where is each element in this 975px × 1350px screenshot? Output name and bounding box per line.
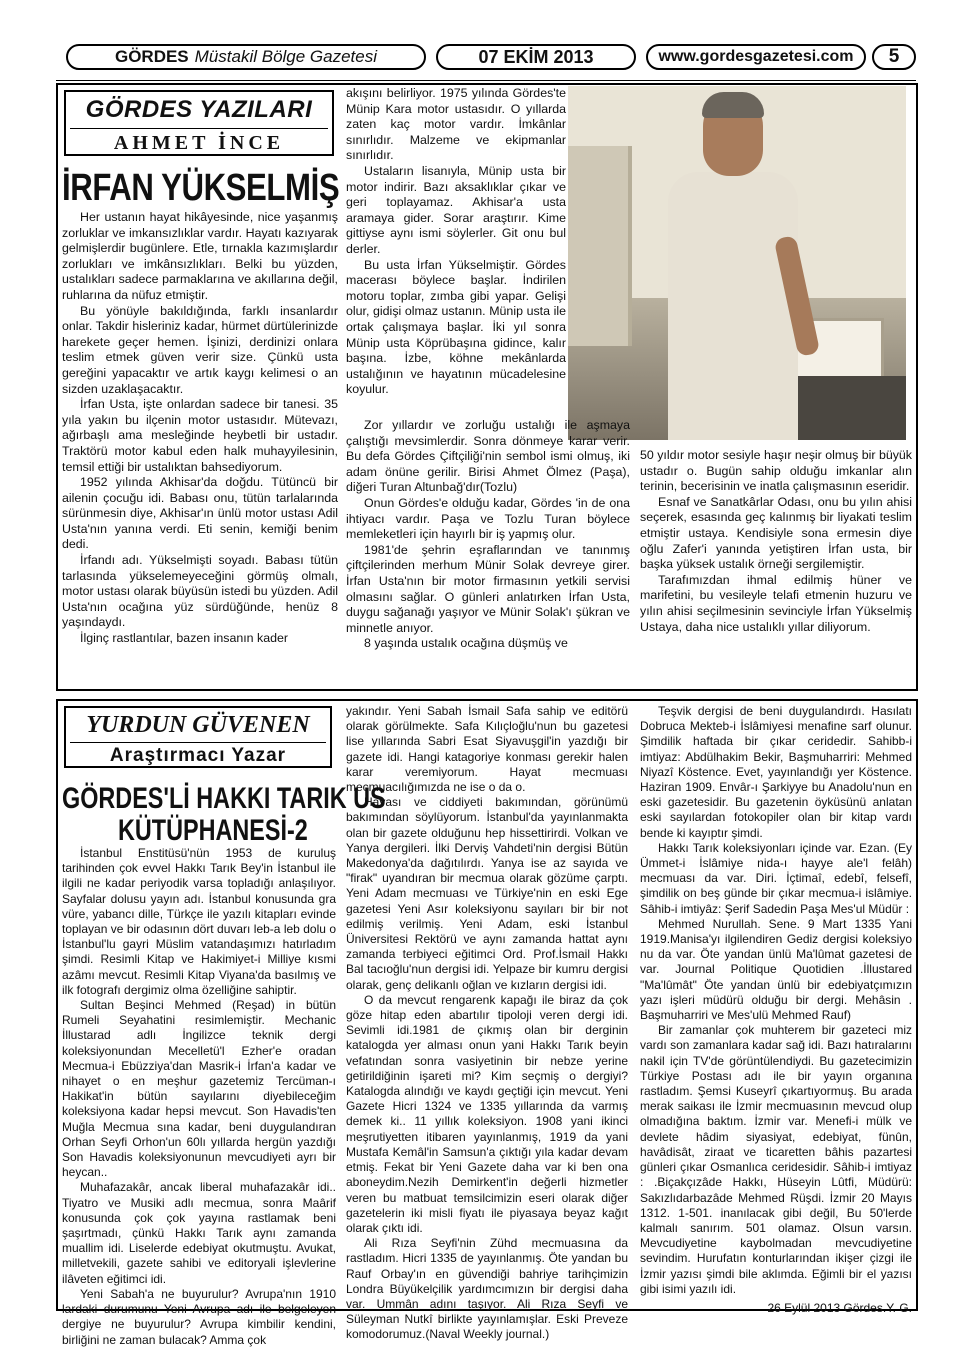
- photo-door: [568, 146, 632, 346]
- paragraph: Teşvik dergisi de beni duygulandırdı. Hasılatı Dobruca Mekteb-i İslâmiyesi menafine sarf olunur. Şimdilik haftada bir çıkar ceridedir. Sahibb-i imtiyaz: Abdülhakim Bekir, Başmuharriri: Mehmed Niyazî Köstence. Evet, yayınlandığı yer Köstence. Haziran 1909. Envâr-ı Şarkiyye bu Anadolu'nun en eski gazetesidir. Bu gazetenin öyküsünü anlatan eski sayılardan fotokopiler olan bir kitap vardı bende ki kayıptır şimdi.: [640, 704, 912, 840]
- paper-name: GÖRDES: [114, 47, 189, 66]
- website-link[interactable]: www.gordesgazetesi.com: [658, 48, 854, 65]
- page-number: 5: [888, 46, 900, 67]
- paragraph: 50 yıldır motor sesiyle haşır neşir olmuş bir büyük ustadır o. Bugün sahip olduğu imkanlar alın terinin, becerisinin ve inatla çalışmasının eseridir.: [640, 448, 913, 494]
- article2-col3: [640, 704, 912, 1316]
- paragraph: Yeni Sabah'a ne buyurulur? Avrupa'nın 1910 lardaki durumunu Yeni Avrupa adı ile belgeleyen dergiye ne buyurulur? Avrupa kimbilir kendini, birliğini ne zaman bulacak? Amma çok: [62, 1286, 336, 1347]
- article1-col2-bottom: [346, 418, 630, 652]
- paragraph: Muhafazakâr, ancak liberal muhafazakâr idi.. Tiyatro ve Musiki adlı mecmua, sonra Maârif konusunda çok çok yayına rastlamak beni şaşırtmadı, çünkü Hakkı Tarık aynı zamanda muallim idi. Liselerde edebiyat okutmuştu. Avukat, milletvekili, gazete sahibi ve editoryali işlevlerine ilâveten eğitimci idi.: [62, 1180, 336, 1286]
- article2-author-box: [64, 706, 332, 768]
- article2-col2: [346, 704, 628, 1343]
- usta-photo: [568, 86, 906, 440]
- article2-headline-line1: GÖRDES'Lİ HAKKI TARIK US: [62, 782, 386, 815]
- issue-date: 07 EKİM 2013: [478, 46, 594, 67]
- paragraph: Bu yönüyle bakıldığında, farklı insanlardır onlar. Takdir hisleriniz kadar, hürmet dürtülerinizde harekete geçer hemen. İşinizi, derdinizi onlara teslim etmek güven verir size. Çünkü usta gereğini yapacaktır ve artık kaygı kelimesi o an sizden uzaklaşacaktır.: [62, 303, 338, 396]
- paragraph: yakındır. Yeni Sabah İsmail Safa sahip ve editörü olarak görülmekte. Safa Kılıçloğlu'nun bu gazetesi lise yıllarında Sabri Esat Siyavuşgil'in yazdığı bir gazete idi. Hangi katagoriye konması gerekir halen karar veremiyorum. Hayat mecmuası mecmuacılığımızda ne ise o da o.: [346, 704, 628, 795]
- page-number-pill: [872, 44, 916, 70]
- paper-name-pill: [66, 44, 426, 70]
- paragraph: Her ustanın hayat hikâyesinde, nice yaşanmış zorluklar ve imkansızlıklar vardır. Hayatı kazıyarak gelmişlerdir bugünlere. Etle, tırnakla kazımışlardır zorlukları ve imkânsızlıkları. Belki bu yüzden, ustalıkları sadece parmaklarına ve akıllarına değil, ruhlarına da nüfuz etmiştir.: [62, 210, 338, 302]
- paragraph: Onun Gördes'e olduğu kadar, Gördes 'in de ona ihtiyacı vardır. Paşa ve Tozlu Turan böylece memleketleri için hayırlı bir iş yapmış olur.: [346, 495, 630, 542]
- paragraph: Ustaların lisanıyla, Münip usta bir motor indirir. Bazı aksaklıklar çıkar ve geri toplayamaz. Akhisar'a usta aramaya gider. Sorar araştırır. Kime gittiyse aynı ismi söylerler. Git onu bul derler.: [346, 163, 566, 256]
- paragraph: Mehmed Nurullah. Sene. 9 Mart 1335 Yani 1919.Manisa'yı ilgilendiren Gediz dergisi koleksiyo nu da var. Öte yandan ünlü Ma'lûmat gazetesi de var. Journal Politique Quotidien .İllustared "Ma'lûmât" Öte yandan ünlü bir edebiyatçımızın yazı işleri müdürü olduğu bir dergi. Mehâsin . Başmuharriri ve Mes'ulü Mehmed Rauf): [640, 916, 912, 1023]
- paragraph: Esnaf ve Sanatkârlar Odası, onu bu yılın ahisi seçerek, esasında geç kalınmış bir liyakati teslim etmiştir ustaya. Kendisiyle sona ermesin diye oğlu Zafer'i yanında yetiştiren İrfan usta, bir başka yüksek ustalık örneği sergilemiştir.: [640, 494, 912, 572]
- masthead: [56, 40, 916, 72]
- paragraph: Sultan Beşinci Mehmed (Reşad) in bütün Rumeli Seyahatini resimlemiştir. Mechanic İllustarad adlı İngilizce teknik dergi koleksiyonundan Mecelletü'l Ezher'e oradan Mecmua-i Ebüzziya'dan Masrik-i İrfan'a kadar ve nihayet o en meşhur gazetemiz Tercüman-ı Hakikat'in bütün sayılarını diyebileceğim koleksiyona kadar hepsi mevcut. Son Havadis'ten Muğla Mecmua sına kadar, beni duygulandıran Orhan Seyfi Orhon'un 60lı yıllarda hergün yazdığı Son Havadis koleksiyonunun mevcudiyeti ayrı bir heycan..: [62, 998, 336, 1180]
- paragraph: İrfandı adı. Yükselmişti soyadı. Babası tütün tarlasında yükselemeyeceğini görmüş olmalı, motor ustası olarak büyüsün istedi bu yüzden. Adil Usta'nın ocağına yüz sürdüğünde, henüz 8 yaşındaydı.: [62, 553, 338, 630]
- paragraph: Tarafımızdan ihmal edilmiş hüner ve marifetini, bu vesileyle telafi etmenin huzuru ve yılın ahisi seçilmesinin sevinciyle İrfan Yükselmiş Ustaya, daha nice ustalıklı yıllar diliyorum.: [640, 572, 912, 634]
- article1-col1: [62, 210, 338, 647]
- article2-col1: [62, 846, 336, 1348]
- paragraph: O da mevcut rengarenk kapağı ile biraz da çok göze hitap eden abartılır tipoloji veren dergi idi. Sevimli idi.1981 de çıkmış olan bir derginin katalogda yer alması onun yani Hakkı Tarık beyin vefatından sonra vasiyetinin bir nebze yerine getirildiğinin işareti mi? Kim seçmiş o dergiyi? Katalogda alındığı ve kaydı geçtiği için mevcut. Yeni Gazete Hicri 1324 ve 1335 yıllarında da varmış demek ki.. 11 yıllık koleksiyon. 1908 yani ikinci meşrutiyetten itibaren yayınlanmış, 1919 da yani Mustafa Kemâl'in Samsun'a çıktığı yıla kadar devam etmiş. Fekat bir Yeni Gazete daha var ki ben ona aboneydim.Nezih Demirkent'in değerli hizmetler veren bu matbuat temsilcimizin eseri olarak diğer gazetelerin iki misli fiyatı ile piyasaya beyaz kağıt olarak çıktı idi.: [346, 992, 628, 1235]
- article1-section-box: [64, 90, 334, 156]
- article2-headline-line2: KÜTÜPHANESİ-2: [118, 814, 308, 847]
- paragraph: 1981'de şehrin eşraflarından ve tanınmış çiftçilerinden merhum Münir Solak devreye girer. İrfan Usta'nın bir motor firmasının yetkili servisi olmasını sağlar. O günleri anlatırken İrfan Usta, duygu sağanağı yaşıyor ve Münir Solak'ı şükran ve minnetle anıyor.: [346, 542, 630, 635]
- signature: 26 Eylül 2013 Gördes.Y. G.: [767, 1300, 912, 1315]
- paragraph: Ali Rıza Seyfi'nin Zühd mecmuasına da rastladım. Hicri 1335 de yayınlanmış. Öte yandan bu Rauf Orbay'ın en güvendiği bahriye tarihçimizin Londra Büyükelçilik yardımcımızın bir dergisi daha var. Ummân adını taşıyor. Ali Rıza Seyfi ve Süleyman Nutkî birlikte yayınlamışlar. Eski Preveze komodorumuz.(Naval Weekly journal.): [346, 1236, 628, 1342]
- article2-author-title: Araştırmacı Yazar: [109, 745, 287, 766]
- paragraph: Zor yıllardır ve zorluğu ustalığı ile aşmaya çalıştığı mevsimlerdir. Sonra dönmeye karar verir. Bu defa Gördes Çiftçiliği'nin sembol ismi olmuş, iki adam önüne gerilir. Birisi Ahmet Ölmez (Paşa), diğeri Turan Altunbağ'dır(Tozlu): [346, 418, 630, 495]
- paragraph: Havası ve ciddiyeti bakımından, görünümü bakımından söylüyorum. İstanbul'da yayınlanmakta olan bir gazete olduğunu hep hissettirirdi. Volkan ve Yanya dergileri. İlki Derviş Vahdeti'nin dergisi Bütün Makedonya'da dağıtılırdı. Yanya ise az sayıda ve "firak" uyandıran bir mecmua olarak gözüme çarptı. Yeni Adam mecmuası ve Türkiye'nin en eski Ege gazetesi Yeni Asır koleksiyonu sayıları bir bir not edilmiş verilmiş. Yeni Adam, eski İstanbul Üniversitesi Rektörü ve aynı zamanda hattat aynı zamanda terbiyeci eğitimci Ord. Prof.İsmail Hakkı Bal tacıoğlu'nun dergisi idi. Yelpaze bir kumru dergisi olarak, genç delikanlı oğlan ve kızların dergisi idi.: [346, 795, 628, 992]
- article1-author: AHMET İNCE: [113, 132, 285, 154]
- date-pill: [436, 44, 636, 70]
- paragraph: akışını belirliyor. 1975 yılında Gördes'te Münip Kara motor ustasıdır. O yıllarda zaten kaç motor vardır. İmkânlar sınırlıdır. Malzeme ve ekipmanlar sınırlıdır.: [346, 86, 566, 163]
- paragraph: 1952 yılında Akhisar'da doğdu. Tütüncü bir ailenin çocuğu idi. Babası onu, tütün tarlalarında sürünmesin diye, Akhisar'ın ünlü motor ustası Adil Usta'nın yanına verdi. Eti senin, kemiği benim dedi.: [62, 475, 338, 552]
- paragraph: İlginç rastlantılar, bazen insanın kader: [80, 631, 289, 646]
- article1-headline: İRFAN YÜKSELMİŞ: [62, 167, 340, 209]
- article2-author: YURDUN GÜVENEN: [86, 712, 310, 738]
- paragraph: Bu usta İrfan Yükselmiştir. Gördes macerası böylece başlar. İndirilen motoru toplar, zımba gibi yapar. Gelişi olur, gidişi olmaz ustanın. Münip usta ile ortak çalışmaya başlar. İki yıl sonra Münip usta Köprübaşına gidince, kalır başına. İzbe, köhne mekânlarda ustalığının ve hayatının mücadelesine koyulur.: [346, 257, 566, 397]
- paragraph: İrfan Usta, işte onlardan sadece bir tanesi. 35 yıla yakın bu ilçenin motor ustasıdır. Mütevazı, ağırbaşlı ama mesleğinde heybetli bir ustadır. Traktörü motor kabul eden halk muhayyilesinin, temsil ettiği bir ustalıktan bahsediyorum.: [62, 397, 338, 474]
- website-pill: [646, 44, 866, 70]
- photo-person: [668, 96, 808, 440]
- paragraph: İstanbul Enstitüsü'nün 1953 de kuruluş tarihinden çok evvel Hakkı Tarık Bey'in İstanbul ile ilgili ne kadar periyodik varsa topladığı anlaşılıyor. Sayfalar dolusu yayın adı. İstanbul konusunda gra vüre, yabancı dille, Türkçe ile yazılı kitapları evinde toplayan ve bir odasının dört duvarı leb-a leb dolu o İstanbul'lu gayri Müslim vatandaşımızı hatırladım şimdi. Resimli Kitap ve Hakimiyet-i Milliye kısmi azâmı mevcut. Resimli Kitap Viyana'da basılmış ve ilk fotografı dergimiz olma özelliğine sahiptir.: [62, 846, 336, 997]
- article1-col3: [640, 448, 912, 635]
- paper-subtitle: Müstakil Bölge Gazetesi: [194, 47, 378, 66]
- paragraph: Hakkı Tarık koleksiyonları içinde var. Ezan. (Ey Ümmet-i İslâmiye nida-ı hayye ale'l felâh) mecmuası da var. Diri. İçtimaî, edebî, felsefî, şimdilik on beş günde bir çıkar mecmua-i islâmiye. Sâhib-i imtiyâz: Şerif Sadedin Paşa Mes'ul Müdür :: [640, 840, 912, 916]
- paragraph: Bir zamanlar çok muhterem bir gazeteci miz vardı son zamanlara kadar sağ idi. Bazı hatıralarını nakil için TV'de görüntülendiydi. Bu gazetecimizin Türkiye Postası adı ile bir yayın organına rastladım. Şemsi Kuseyrî çıkartıyormuş. Bu arada merak saikası ile İzmir mecmuasının mevcud olup olmadığına baktım. İzmir var. Menefi-i mülk ve devlete hâdim siyasiyat, edebiyat, fünûn, havâdisât, ziraat ve ticaretten bâhis pazartesi günleri çıkar Osmanlıca ceridesidir. Sâhib-i imtiyaz : .Biçakçızâde Hakkı, Hüseyin Lûtfi, Müdürü: Sakızlıdarbazâde Mehmed Rüşdi. İzmir 20 Mayıs 1312. 1-501. inanılacak gibi değil, Bu 50'lerde kalmalı sanırım. 501 olamaz. Olsun varsın. Mevcudiyetine kaybolmadan mevcudiyetine sevindim. Hurufatın konturlarından ikişer çizgi ile İzmir yazısı şimdi bile aklımda. Eğimli bir el yazısı gibi isimi yazılı idi.: [640, 1023, 912, 1296]
- paragraph: 8 yaşında ustalık ocağına düşmüş ve: [364, 636, 568, 651]
- masthead-rule: [56, 80, 916, 81]
- article1-section-title: GÖRDES YAZILARI: [85, 96, 313, 123]
- article1-col2-top: [346, 86, 566, 398]
